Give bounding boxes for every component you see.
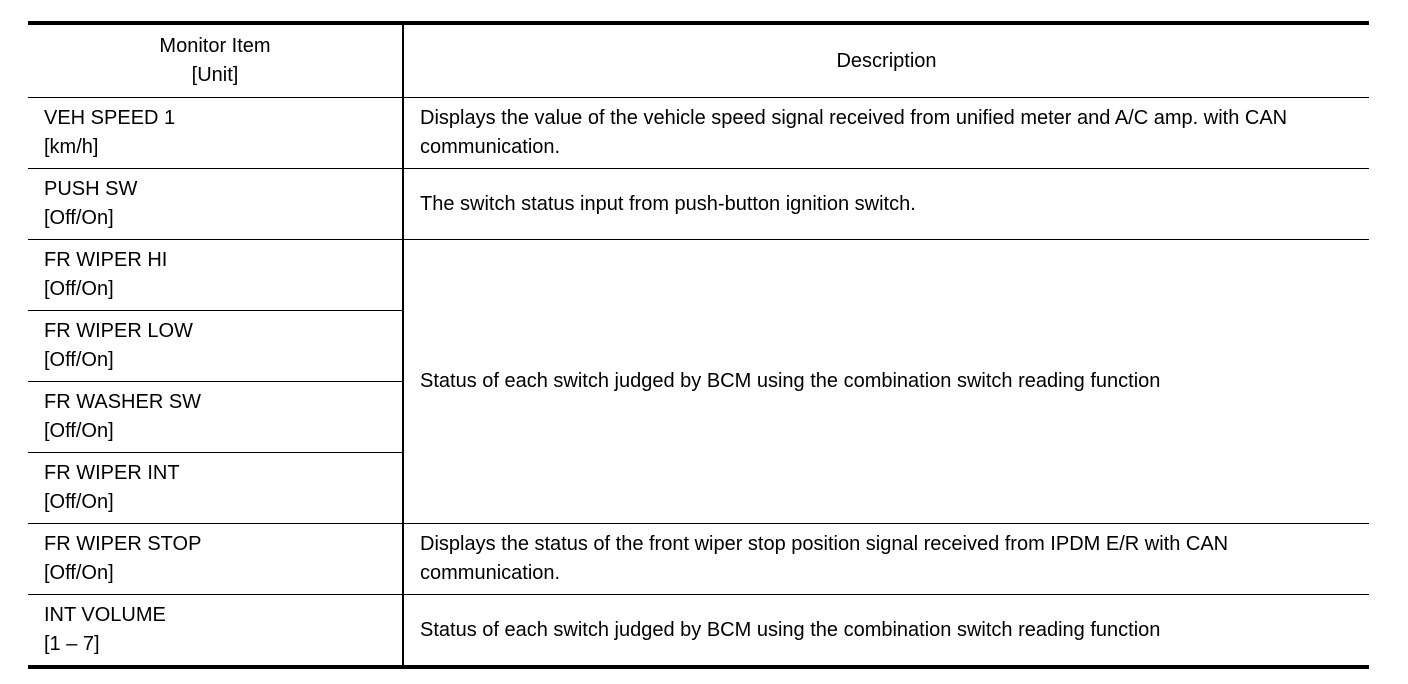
monitor-item-cell xyxy=(28,240,403,311)
table-row xyxy=(28,98,1369,169)
item-name: FR WIPER INT xyxy=(44,462,180,484)
monitor-item-cell xyxy=(28,169,403,240)
table-row xyxy=(28,595,1369,668)
item-unit: [Off/On] xyxy=(44,207,114,229)
header-unit-label: [Unit] xyxy=(191,64,239,86)
table-row xyxy=(28,524,1369,595)
table-header-row xyxy=(28,23,1369,98)
item-name: FR WIPER STOP xyxy=(44,533,202,555)
header-monitor-item xyxy=(28,23,403,98)
item-unit: [Off/On] xyxy=(44,491,114,513)
table-row xyxy=(28,169,1369,240)
item-unit: [Off/On] xyxy=(44,278,114,300)
table-row xyxy=(28,240,1369,311)
item-name: INT VOLUME xyxy=(44,604,166,626)
monitor-item-table xyxy=(28,21,1369,669)
item-unit: [Off/On] xyxy=(44,562,114,584)
header-item-label: Monitor Item xyxy=(159,35,271,57)
description-cell: Displays the status of the front wiper stop position signal received from IPDM E/R with CAN communication. xyxy=(403,524,1369,595)
monitor-item-cell xyxy=(28,98,403,169)
header-description: Description xyxy=(403,23,1369,98)
item-name: FR WIPER HI xyxy=(44,249,168,271)
monitor-item-cell xyxy=(28,595,403,668)
item-name: FR WASHER SW xyxy=(44,391,202,413)
description-cell: Displays the value of the vehicle speed signal received from unified meter and A/C amp. with CAN communication. xyxy=(403,98,1369,169)
item-unit: [1 – 7] xyxy=(44,633,100,655)
item-unit: [Off/On] xyxy=(44,349,114,371)
monitor-item-cell xyxy=(28,311,403,382)
description-cell: Status of each switch judged by BCM using the combination switch reading function xyxy=(403,595,1369,668)
description-cell: The switch status input from push-button ignition switch. xyxy=(403,169,1369,240)
monitor-item-cell xyxy=(28,524,403,595)
item-name: VEH SPEED 1 xyxy=(44,107,176,129)
description-cell-merged: Status of each switch judged by BCM using the combination switch reading function xyxy=(403,240,1369,524)
item-name: PUSH SW xyxy=(44,178,138,200)
item-unit: [Off/On] xyxy=(44,420,114,442)
item-unit: [km/h] xyxy=(44,136,99,158)
monitor-item-cell xyxy=(28,453,403,524)
item-name: FR WIPER LOW xyxy=(44,320,193,342)
monitor-item-cell xyxy=(28,382,403,453)
